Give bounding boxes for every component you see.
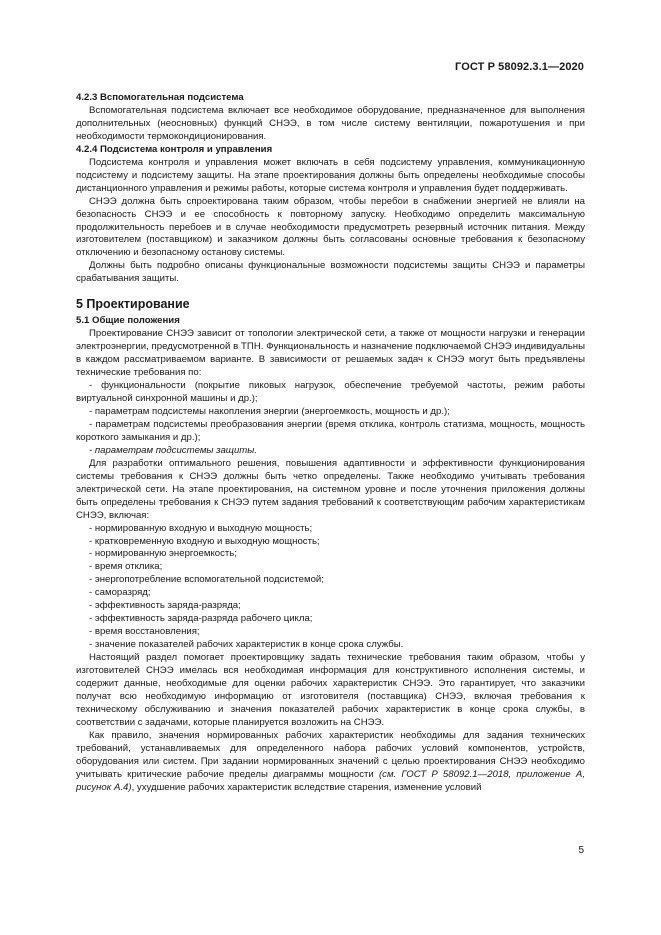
page-number: 5 (578, 845, 584, 856)
section-heading-4-2-3: 4.2.3 Вспомогательная подсистема (76, 92, 244, 103)
list-item: - функциональности (покрытие пиковых нагрузок, обеспечение требуемой частоты, режим работы виртуальной синхронной машины и др.); (76, 380, 585, 405)
paragraph: Для разработки оптимального решения, повышения адаптивности и эффективности функционирования системы требования к СНЭЭ должны быть четко определены. Также необходимо учитывать требования электрической сети. На этапе проектирования, на системном уровне и после уточнения приложения должны быть определены требования к СНЭЭ путем задания требований к соответствующим рабочим характеристикам СНЭЭ, включая: (76, 457, 585, 521)
paragraph: Проектирование СНЭЭ зависит от топологии электрической сети, а также от мощности нагрузки и генерации электроэнергии, предусмотренной в ТПН. Функциональность и назначение подключаемой СНЭЭ индивидуальны в каждом рассматриваемом варианте. В зависимости от решаемых задач к СНЭЭ могут быть предъявлены технические требования по: (76, 328, 585, 379)
list-item: - кратковременную входную и выходную мощность; (89, 535, 320, 547)
paragraph: СНЭЭ должна быть спроектирована таким образом, чтобы перебои в снабжении энергией не влияли на безопасность СНЭЭ и ее способность к повторному запуску. Необходимо определить максимальную продолжительность перебоев и в случае необходимости предусмотреть резервный источник питания. Между изготовителем (поставщиком) и заказчиком должны быть согласованы основные требования к безопасному отключению и безопасному останову системы. (76, 195, 585, 259)
document-header-code: ГОСТ Р 58092.3.1—2020 (455, 61, 584, 73)
list-item: - время восстановления; (89, 626, 200, 638)
section-heading-5-1: 5.1 Общие положения (76, 315, 180, 327)
list-item: - нормированную энергоемкость; (89, 548, 237, 560)
list-item: - время отклика; (89, 561, 163, 573)
section-heading-5: 5 Проектирование (76, 297, 190, 312)
paragraph-text: Как правило, значения нормированных рабочих характеристик необходимы для задания технических требований, устанавливаемых для определенного набора рабочих условий компонентов, устройств, оборудования или систем. При задании нормированных значений с целью проектирования СНЭЭ необходимо учитывать критические рабочие пределы диаграммы мощности (76, 729, 585, 780)
section-heading-4-2-4: 4.2.4 Подсистема контроля и управления (76, 143, 273, 155)
paragraph: Должны быть подробно описаны функциональные возможности подсистемы защиты СНЭЭ и параметры срабатывания защиты. (76, 260, 585, 285)
paragraph: Вспомогательная подсистема включает все необходимое оборудование, предназначенное для выполнения дополнительных (неосновных) функций СНЭЭ, в том числе систему вентиляции, пожаротушения и при необходимости термокондиционирования. (76, 104, 585, 142)
list-item: - нормированную входную и выходную мощность; (89, 522, 313, 534)
list-item: - параметрам подсистемы преобразования энергии (время отклика, контроль статизма, мощность, мощность короткого замыкания и др.); (76, 418, 585, 443)
list-item: - параметрам подсистемы защиты. (89, 444, 258, 456)
paragraph-text: , ухудшение рабочих характеристик вследствие старения, изменение условий (131, 781, 482, 793)
list-item: - эффективность заряда-разряда; (89, 600, 241, 612)
reference-citation: (см. ГОСТ Р 58092.1—2018, приложение А, рисунок А.4) (76, 768, 585, 793)
paragraph: Подсистема контроля и управления может включать в себя подсистему управления, коммуникационную подсистему и подсистему защиты. На этапе проектирования должны быть определены необходимые способы дистанционного управления и режимы работы, которые система контроля и управления будет поддерживать. (76, 156, 585, 194)
list-item: - энергопотребление вспомогательной подсистемой; (89, 574, 324, 586)
list-item: - параметрам подсистемы накопления энергии (энергоемкость, мощность и др.); (89, 405, 450, 417)
list-item: - саморазряд; (89, 587, 151, 599)
list-item: - значение показателей рабочих характеристик в конце срока службы. (89, 639, 404, 651)
list-item: - эффективность заряда-разряда рабочего цикла; (89, 613, 313, 625)
document-body (76, 92, 585, 795)
paragraph: Настоящий раздел помогает проектировщику задать технические требования таким образом, чтобы у изготовителей СНЭЭ имелась вся необходимая информация для конструктивного исполнения системы, и содержит данные, необходимые для оценки рабочих характеристик СНЭЭ. Это гарантирует, что заказчики получат всю необходимую информацию от изготовителя (поставщика) СНЭЭ, включая требования к техническому обслуживанию и значения показателей рабочих характеристик в конце срока службы, в соответствии с задачами, которые планируется возложить на СНЭЭ. (76, 652, 585, 728)
paragraph (76, 730, 585, 795)
